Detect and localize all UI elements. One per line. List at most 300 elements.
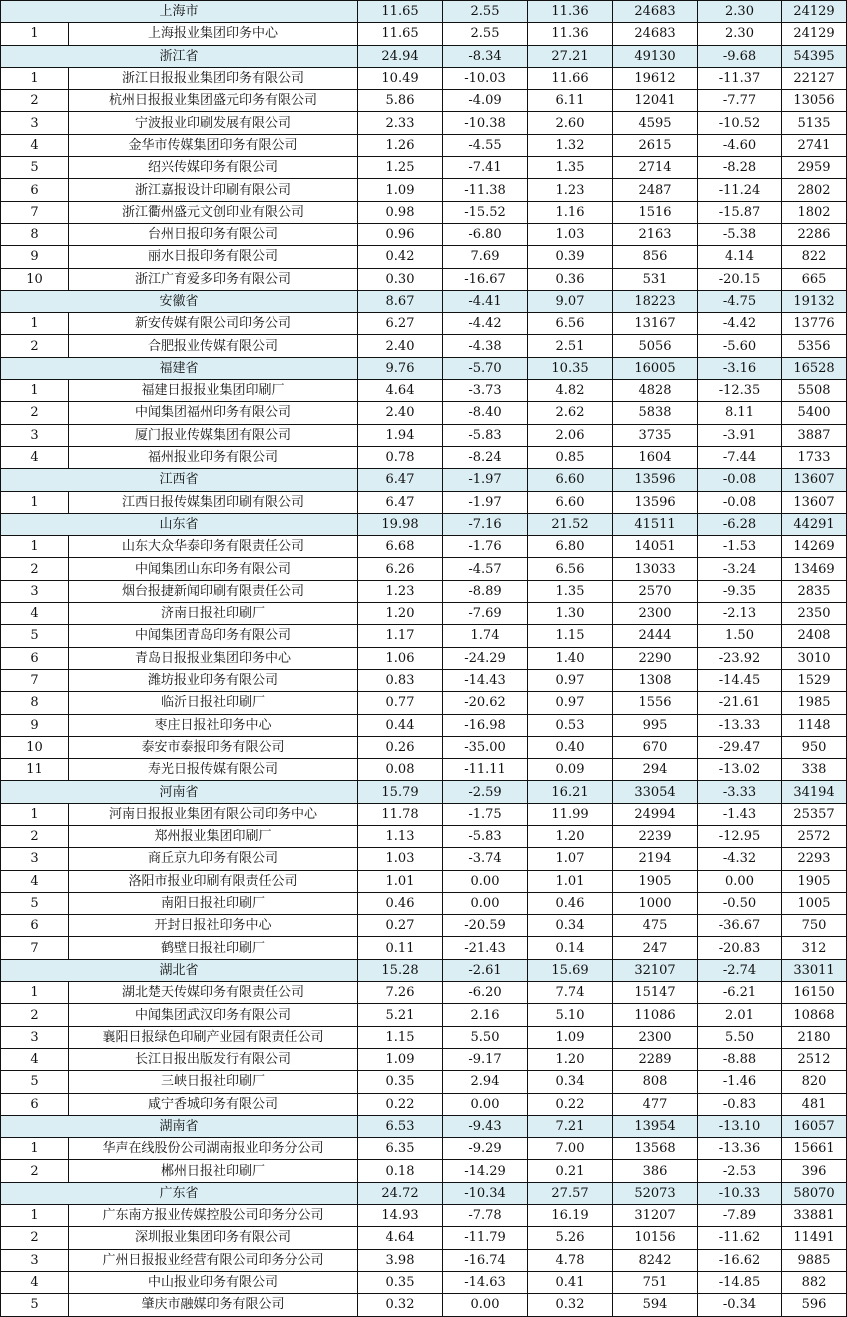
value-col-6: 882 bbox=[782, 1271, 847, 1293]
value-col-5: -4.32 bbox=[698, 848, 782, 870]
table-row bbox=[1, 1138, 847, 1160]
value-col-5: -13.33 bbox=[698, 714, 782, 736]
region-value-col-2: 2.55 bbox=[443, 1, 528, 23]
value-col-5: -29.47 bbox=[698, 736, 782, 758]
value-col-3: 2.62 bbox=[528, 402, 613, 424]
value-col-1: 6.35 bbox=[358, 1138, 443, 1160]
value-col-2: -1.75 bbox=[443, 803, 528, 825]
value-col-5: -11.37 bbox=[698, 67, 782, 89]
region-name: 湖北省 bbox=[1, 959, 358, 981]
table-row bbox=[1, 1205, 847, 1227]
company-name-cell: 福州报业印务有限公司 bbox=[69, 446, 358, 468]
table-row bbox=[1, 90, 847, 112]
value-col-5: -8.28 bbox=[698, 157, 782, 179]
table-row bbox=[1, 759, 847, 781]
table-row bbox=[1, 536, 847, 558]
company-name-cell: 中闻集团福州印务有限公司 bbox=[69, 402, 358, 424]
company-name-cell: 合肥报业传媒有限公司 bbox=[69, 335, 358, 357]
value-col-6: 15661 bbox=[782, 1138, 847, 1160]
region-value-col-3: 27.57 bbox=[528, 1182, 613, 1204]
value-col-1: 0.11 bbox=[358, 937, 443, 959]
value-col-2: 0.00 bbox=[443, 892, 528, 914]
company-name-cell: 开封日报社印务中心 bbox=[69, 915, 358, 937]
value-col-3: 0.22 bbox=[528, 1093, 613, 1115]
value-col-2: -24.29 bbox=[443, 647, 528, 669]
region-value-col-6: 34194 bbox=[782, 781, 847, 803]
value-col-6: 3887 bbox=[782, 424, 847, 446]
region-name: 浙江省 bbox=[1, 45, 358, 67]
region-value-col-1: 15.79 bbox=[358, 781, 443, 803]
table-row bbox=[1, 380, 847, 402]
value-col-3: 0.36 bbox=[528, 268, 613, 290]
value-col-4: 1000 bbox=[613, 892, 698, 914]
value-col-6: 9885 bbox=[782, 1249, 847, 1271]
company-name-cell: 南阳日报社印刷厂 bbox=[69, 892, 358, 914]
rank-cell: 8 bbox=[1, 223, 69, 245]
value-col-6: 2293 bbox=[782, 848, 847, 870]
region-value-col-3: 16.21 bbox=[528, 781, 613, 803]
value-col-3: 6.80 bbox=[528, 536, 613, 558]
value-col-1: 0.32 bbox=[358, 1294, 443, 1316]
table-row bbox=[1, 491, 847, 513]
value-col-3: 5.26 bbox=[528, 1227, 613, 1249]
value-col-4: 2487 bbox=[613, 179, 698, 201]
rank-cell: 1 bbox=[1, 491, 69, 513]
value-col-3: 1.40 bbox=[528, 647, 613, 669]
table-row bbox=[1, 23, 847, 45]
rank-cell: 2 bbox=[1, 402, 69, 424]
value-col-5: -11.62 bbox=[698, 1227, 782, 1249]
value-col-6: 1905 bbox=[782, 870, 847, 892]
table-row bbox=[1, 1026, 847, 1048]
value-col-4: 477 bbox=[613, 1093, 698, 1115]
value-col-6: 396 bbox=[782, 1160, 847, 1182]
value-col-5: 0.00 bbox=[698, 870, 782, 892]
value-col-4: 2570 bbox=[613, 580, 698, 602]
value-col-4: 5838 bbox=[613, 402, 698, 424]
value-col-4: 13568 bbox=[613, 1138, 698, 1160]
value-col-5: -16.62 bbox=[698, 1249, 782, 1271]
value-col-2: 7.69 bbox=[443, 246, 528, 268]
rank-cell: 4 bbox=[1, 1048, 69, 1070]
value-col-4: 24683 bbox=[613, 23, 698, 45]
company-name-cell: 湖北楚天传媒印务有限责任公司 bbox=[69, 982, 358, 1004]
value-col-2: -14.29 bbox=[443, 1160, 528, 1182]
region-value-col-3: 27.21 bbox=[528, 45, 613, 67]
table-row bbox=[1, 558, 847, 580]
region-name: 山东省 bbox=[1, 513, 358, 535]
company-name-cell: 青岛日报报业集团印务中心 bbox=[69, 647, 358, 669]
rank-cell: 3 bbox=[1, 112, 69, 134]
company-name-cell: 山东大众华泰印务有限责任公司 bbox=[69, 536, 358, 558]
value-col-5: -1.46 bbox=[698, 1071, 782, 1093]
value-col-2: -7.69 bbox=[443, 603, 528, 625]
value-col-6: 2572 bbox=[782, 825, 847, 847]
company-name-cell: 中闻集团青岛印务有限公司 bbox=[69, 625, 358, 647]
value-col-6: 1733 bbox=[782, 446, 847, 468]
value-col-4: 594 bbox=[613, 1294, 698, 1316]
rank-cell: 5 bbox=[1, 1071, 69, 1093]
value-col-4: 294 bbox=[613, 759, 698, 781]
region-value-col-6: 44291 bbox=[782, 513, 847, 535]
value-col-4: 14051 bbox=[613, 536, 698, 558]
value-col-6: 3010 bbox=[782, 647, 847, 669]
value-col-6: 950 bbox=[782, 736, 847, 758]
value-col-1: 6.26 bbox=[358, 558, 443, 580]
value-col-3: 0.21 bbox=[528, 1160, 613, 1182]
rank-cell: 7 bbox=[1, 669, 69, 691]
value-col-2: -10.38 bbox=[443, 112, 528, 134]
company-name-cell: 中闻集团山东印务有限公司 bbox=[69, 558, 358, 580]
value-col-3: 11.99 bbox=[528, 803, 613, 825]
value-col-2: -14.43 bbox=[443, 669, 528, 691]
company-name-cell: 广州日报报业经营有限公司印务分公司 bbox=[69, 1249, 358, 1271]
value-col-2: -8.89 bbox=[443, 580, 528, 602]
value-col-2: 5.50 bbox=[443, 1026, 528, 1048]
value-col-3: 1.23 bbox=[528, 179, 613, 201]
value-col-3: 0.46 bbox=[528, 892, 613, 914]
value-col-1: 1.09 bbox=[358, 1048, 443, 1070]
table-row bbox=[1, 714, 847, 736]
value-col-6: 596 bbox=[782, 1294, 847, 1316]
value-col-5: -0.83 bbox=[698, 1093, 782, 1115]
region-value-col-5: -6.28 bbox=[698, 513, 782, 535]
value-col-4: 2239 bbox=[613, 825, 698, 847]
value-col-3: 2.60 bbox=[528, 112, 613, 134]
region-value-col-2: -9.43 bbox=[443, 1115, 528, 1137]
table-row bbox=[1, 134, 847, 156]
value-col-6: 338 bbox=[782, 759, 847, 781]
value-col-4: 751 bbox=[613, 1271, 698, 1293]
value-col-2: -4.42 bbox=[443, 313, 528, 335]
region-value-col-4: 33054 bbox=[613, 781, 698, 803]
value-col-1: 0.35 bbox=[358, 1071, 443, 1093]
company-name-cell: 咸宁香城印务有限公司 bbox=[69, 1093, 358, 1115]
value-col-6: 1529 bbox=[782, 669, 847, 691]
region-value-col-1: 9.76 bbox=[358, 357, 443, 379]
value-col-2: -9.17 bbox=[443, 1048, 528, 1070]
value-col-6: 11491 bbox=[782, 1227, 847, 1249]
value-col-1: 4.64 bbox=[358, 380, 443, 402]
value-col-5: 8.11 bbox=[698, 402, 782, 424]
rank-cell: 4 bbox=[1, 603, 69, 625]
value-col-4: 995 bbox=[613, 714, 698, 736]
table-row bbox=[1, 1093, 847, 1115]
value-col-1: 0.46 bbox=[358, 892, 443, 914]
value-col-4: 808 bbox=[613, 1071, 698, 1093]
region-row bbox=[1, 781, 847, 803]
value-col-3: 1.15 bbox=[528, 625, 613, 647]
value-col-3: 0.34 bbox=[528, 1071, 613, 1093]
value-col-4: 2300 bbox=[613, 603, 698, 625]
value-col-4: 2444 bbox=[613, 625, 698, 647]
table-row bbox=[1, 201, 847, 223]
company-name-cell: 金华市传媒集团印务有限公司 bbox=[69, 134, 358, 156]
company-name-cell: 肇庆市融媒印务有限公司 bbox=[69, 1294, 358, 1316]
rank-cell: 5 bbox=[1, 1294, 69, 1316]
value-col-3: 0.34 bbox=[528, 915, 613, 937]
value-col-6: 2512 bbox=[782, 1048, 847, 1070]
value-col-5: -36.67 bbox=[698, 915, 782, 937]
value-col-3: 6.60 bbox=[528, 491, 613, 513]
value-col-2: -3.73 bbox=[443, 380, 528, 402]
value-col-1: 6.68 bbox=[358, 536, 443, 558]
value-col-2: -1.76 bbox=[443, 536, 528, 558]
value-col-1: 3.98 bbox=[358, 1249, 443, 1271]
company-name-cell: 潍坊报业印务有限公司 bbox=[69, 669, 358, 691]
company-name-cell: 浙江广育爱多印务有限公司 bbox=[69, 268, 358, 290]
region-row bbox=[1, 1115, 847, 1137]
value-col-4: 2300 bbox=[613, 1026, 698, 1048]
value-col-5: -0.34 bbox=[698, 1294, 782, 1316]
value-col-3: 2.51 bbox=[528, 335, 613, 357]
company-name-cell: 厦门报业传媒集团有限公司 bbox=[69, 424, 358, 446]
region-value-col-3: 9.07 bbox=[528, 290, 613, 312]
rank-cell: 10 bbox=[1, 736, 69, 758]
value-col-4: 2714 bbox=[613, 157, 698, 179]
rank-cell: 6 bbox=[1, 179, 69, 201]
region-value-col-4: 24683 bbox=[613, 1, 698, 23]
company-name-cell: 华声在线股份公司湖南报业印务分公司 bbox=[69, 1138, 358, 1160]
region-value-col-3: 7.21 bbox=[528, 1115, 613, 1137]
table-row bbox=[1, 736, 847, 758]
value-col-2: -4.38 bbox=[443, 335, 528, 357]
company-name-cell: 浙江衢州盛元文创印业有限公司 bbox=[69, 201, 358, 223]
rank-cell: 2 bbox=[1, 335, 69, 357]
company-name-cell: 洛阳市报业印刷有限责任公司 bbox=[69, 870, 358, 892]
value-col-6: 13469 bbox=[782, 558, 847, 580]
region-row bbox=[1, 1, 847, 23]
value-col-1: 10.49 bbox=[358, 67, 443, 89]
value-col-5: -21.61 bbox=[698, 692, 782, 714]
table-row bbox=[1, 402, 847, 424]
rank-cell: 7 bbox=[1, 937, 69, 959]
value-col-4: 10156 bbox=[613, 1227, 698, 1249]
value-col-6: 5135 bbox=[782, 112, 847, 134]
value-col-1: 5.86 bbox=[358, 90, 443, 112]
company-name-cell: 襄阳日报绿色印刷产业园有限责任公司 bbox=[69, 1026, 358, 1048]
value-col-1: 14.93 bbox=[358, 1205, 443, 1227]
value-col-4: 4595 bbox=[613, 112, 698, 134]
company-name-cell: 丽水日报印务有限公司 bbox=[69, 246, 358, 268]
region-value-col-1: 24.94 bbox=[358, 45, 443, 67]
table-row bbox=[1, 647, 847, 669]
region-value-col-2: -10.34 bbox=[443, 1182, 528, 1204]
value-col-2: -20.62 bbox=[443, 692, 528, 714]
value-col-3: 7.00 bbox=[528, 1138, 613, 1160]
value-col-6: 22127 bbox=[782, 67, 847, 89]
value-col-5: -10.52 bbox=[698, 112, 782, 134]
value-col-2: -5.83 bbox=[443, 424, 528, 446]
value-col-6: 2408 bbox=[782, 625, 847, 647]
value-col-3: 1.20 bbox=[528, 1048, 613, 1070]
value-col-2: 2.94 bbox=[443, 1071, 528, 1093]
region-value-col-1: 15.28 bbox=[358, 959, 443, 981]
value-col-4: 2290 bbox=[613, 647, 698, 669]
value-col-5: -11.24 bbox=[698, 179, 782, 201]
value-col-5: -4.60 bbox=[698, 134, 782, 156]
value-col-2: 2.16 bbox=[443, 1004, 528, 1026]
value-col-3: 0.85 bbox=[528, 446, 613, 468]
value-col-6: 822 bbox=[782, 246, 847, 268]
value-col-4: 475 bbox=[613, 915, 698, 937]
value-col-1: 1.26 bbox=[358, 134, 443, 156]
table-row bbox=[1, 179, 847, 201]
table-row bbox=[1, 1227, 847, 1249]
region-value-col-2: -7.16 bbox=[443, 513, 528, 535]
value-col-4: 1604 bbox=[613, 446, 698, 468]
company-name-cell: 新安传媒有限公司印务公司 bbox=[69, 313, 358, 335]
value-col-4: 1556 bbox=[613, 692, 698, 714]
value-col-1: 1.09 bbox=[358, 179, 443, 201]
value-col-3: 0.14 bbox=[528, 937, 613, 959]
table-row bbox=[1, 692, 847, 714]
region-value-col-6: 58070 bbox=[782, 1182, 847, 1204]
company-name-cell: 三峡日报社印刷厂 bbox=[69, 1071, 358, 1093]
value-col-6: 2286 bbox=[782, 223, 847, 245]
region-value-col-4: 16005 bbox=[613, 357, 698, 379]
value-col-4: 2289 bbox=[613, 1048, 698, 1070]
region-value-col-5: -13.10 bbox=[698, 1115, 782, 1137]
value-col-3: 1.30 bbox=[528, 603, 613, 625]
value-col-5: -6.21 bbox=[698, 982, 782, 1004]
rank-cell: 9 bbox=[1, 246, 69, 268]
value-col-4: 531 bbox=[613, 268, 698, 290]
value-col-5: -7.89 bbox=[698, 1205, 782, 1227]
value-col-4: 5056 bbox=[613, 335, 698, 357]
table-body bbox=[1, 1, 847, 1317]
value-col-1: 0.42 bbox=[358, 246, 443, 268]
rank-cell: 5 bbox=[1, 625, 69, 647]
value-col-1: 11.78 bbox=[358, 803, 443, 825]
value-col-5: -4.42 bbox=[698, 313, 782, 335]
value-col-2: -20.59 bbox=[443, 915, 528, 937]
table-row bbox=[1, 825, 847, 847]
value-col-3: 1.16 bbox=[528, 201, 613, 223]
table-row bbox=[1, 67, 847, 89]
value-col-1: 1.94 bbox=[358, 424, 443, 446]
value-col-3: 4.82 bbox=[528, 380, 613, 402]
value-col-6: 5356 bbox=[782, 335, 847, 357]
table-row bbox=[1, 625, 847, 647]
region-value-col-1: 24.72 bbox=[358, 1182, 443, 1204]
value-col-4: 670 bbox=[613, 736, 698, 758]
rank-cell: 7 bbox=[1, 201, 69, 223]
company-name-cell: 杭州日报报业集团盛元印务有限公司 bbox=[69, 90, 358, 112]
value-col-1: 0.22 bbox=[358, 1093, 443, 1115]
value-col-6: 33881 bbox=[782, 1205, 847, 1227]
company-name-cell: 浙江日报报业集团印务有限公司 bbox=[69, 67, 358, 89]
value-col-2: -5.83 bbox=[443, 825, 528, 847]
region-value-col-3: 11.36 bbox=[528, 1, 613, 23]
value-col-6: 2350 bbox=[782, 603, 847, 625]
value-col-3: 1.01 bbox=[528, 870, 613, 892]
rank-cell: 1 bbox=[1, 380, 69, 402]
table-row bbox=[1, 892, 847, 914]
region-value-col-2: -5.70 bbox=[443, 357, 528, 379]
company-name-cell: 江西日报传媒集团印刷有限公司 bbox=[69, 491, 358, 513]
rank-cell: 8 bbox=[1, 692, 69, 714]
company-name-cell: 郑州报业集团印刷厂 bbox=[69, 825, 358, 847]
table-row bbox=[1, 268, 847, 290]
value-col-4: 247 bbox=[613, 937, 698, 959]
value-col-5: -20.83 bbox=[698, 937, 782, 959]
value-col-1: 0.26 bbox=[358, 736, 443, 758]
rank-cell: 1 bbox=[1, 982, 69, 1004]
value-col-5: -23.92 bbox=[698, 647, 782, 669]
value-col-4: 2615 bbox=[613, 134, 698, 156]
value-col-2: -35.00 bbox=[443, 736, 528, 758]
value-col-4: 2194 bbox=[613, 848, 698, 870]
region-value-col-2: -4.41 bbox=[443, 290, 528, 312]
company-name-cell: 济南日报社印刷厂 bbox=[69, 603, 358, 625]
value-col-3: 0.09 bbox=[528, 759, 613, 781]
value-col-1: 0.77 bbox=[358, 692, 443, 714]
value-col-4: 386 bbox=[613, 1160, 698, 1182]
value-col-2: -21.43 bbox=[443, 937, 528, 959]
value-col-6: 820 bbox=[782, 1071, 847, 1093]
region-name: 上海市 bbox=[1, 1, 358, 23]
rank-cell: 1 bbox=[1, 67, 69, 89]
region-value-col-1: 11.65 bbox=[358, 1, 443, 23]
region-value-col-5: -4.75 bbox=[698, 290, 782, 312]
region-value-col-3: 6.60 bbox=[528, 469, 613, 491]
region-value-col-1: 6.53 bbox=[358, 1115, 443, 1137]
rank-cell: 4 bbox=[1, 134, 69, 156]
table-row bbox=[1, 803, 847, 825]
value-col-6: 13776 bbox=[782, 313, 847, 335]
table-row bbox=[1, 1249, 847, 1271]
table-row bbox=[1, 157, 847, 179]
value-col-5: -0.50 bbox=[698, 892, 782, 914]
value-col-3: 1.09 bbox=[528, 1026, 613, 1048]
rank-cell: 4 bbox=[1, 870, 69, 892]
rank-cell: 2 bbox=[1, 825, 69, 847]
region-value-col-1: 6.47 bbox=[358, 469, 443, 491]
region-value-col-6: 13607 bbox=[782, 469, 847, 491]
region-name: 江西省 bbox=[1, 469, 358, 491]
table-row bbox=[1, 603, 847, 625]
value-col-1: 0.98 bbox=[358, 201, 443, 223]
value-col-6: 750 bbox=[782, 915, 847, 937]
value-col-5: -1.43 bbox=[698, 803, 782, 825]
value-col-1: 0.83 bbox=[358, 669, 443, 691]
value-col-2: -7.78 bbox=[443, 1205, 528, 1227]
region-value-col-3: 21.52 bbox=[528, 513, 613, 535]
value-col-2: -8.40 bbox=[443, 402, 528, 424]
value-col-6: 13056 bbox=[782, 90, 847, 112]
region-value-col-6: 54395 bbox=[782, 45, 847, 67]
value-col-4: 11086 bbox=[613, 1004, 698, 1026]
region-value-col-4: 13596 bbox=[613, 469, 698, 491]
company-name-cell: 河南日报报业集团有限公司印务中心 bbox=[69, 803, 358, 825]
value-col-1: 11.65 bbox=[358, 23, 443, 45]
value-col-4: 3735 bbox=[613, 424, 698, 446]
value-col-2: -10.03 bbox=[443, 67, 528, 89]
value-col-1: 1.01 bbox=[358, 870, 443, 892]
rank-cell: 2 bbox=[1, 1227, 69, 1249]
value-col-2: -11.38 bbox=[443, 179, 528, 201]
value-col-4: 1308 bbox=[613, 669, 698, 691]
value-col-1: 1.25 bbox=[358, 157, 443, 179]
region-value-col-2: -8.34 bbox=[443, 45, 528, 67]
rank-cell: 3 bbox=[1, 424, 69, 446]
value-col-2: -9.29 bbox=[443, 1138, 528, 1160]
region-value-col-5: -0.08 bbox=[698, 469, 782, 491]
value-col-4: 31207 bbox=[613, 1205, 698, 1227]
value-col-5: -1.53 bbox=[698, 536, 782, 558]
value-col-1: 0.96 bbox=[358, 223, 443, 245]
